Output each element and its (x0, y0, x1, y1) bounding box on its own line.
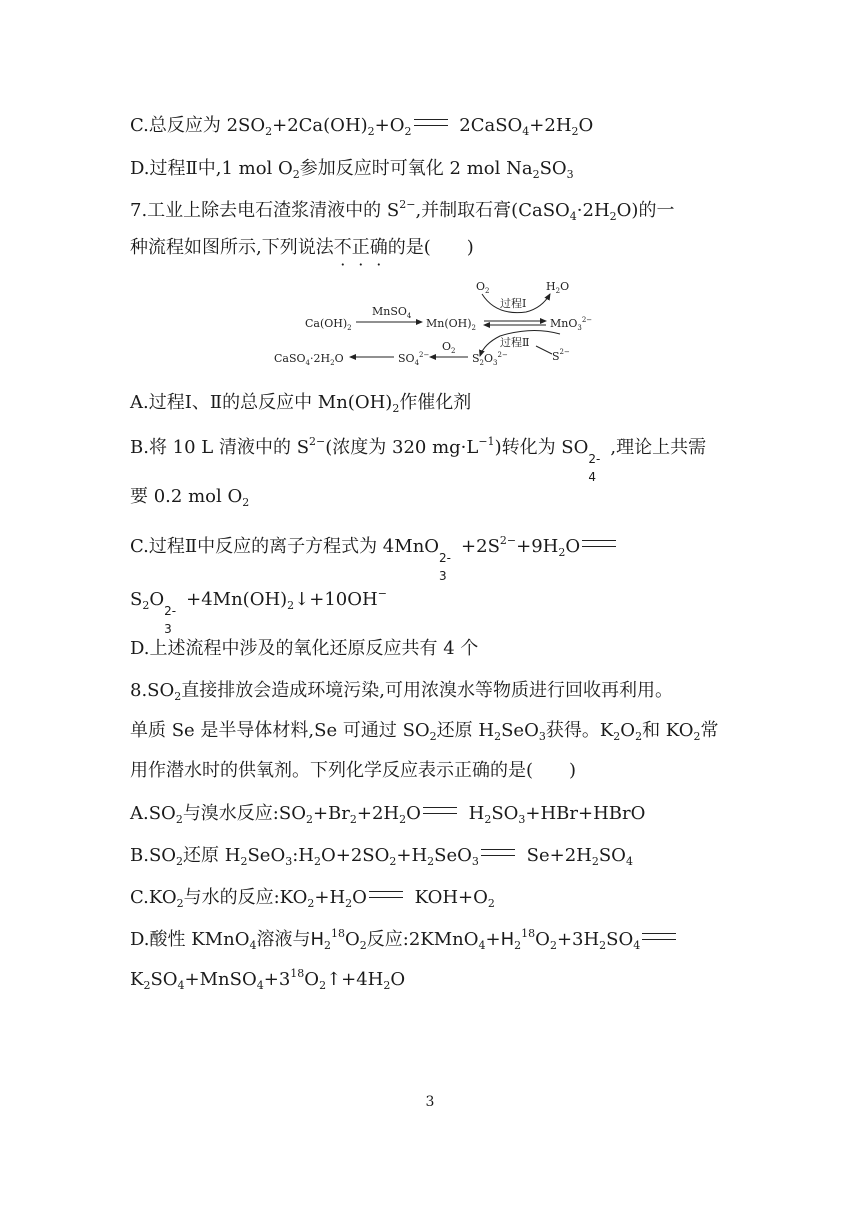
equals-sign (414, 119, 448, 126)
node-s2o3: $S_2O_3^{2-}$ (472, 351, 508, 367)
q7-option-b-line2: 要 0.2 mol $O_2$ (130, 486, 250, 509)
node-mno3: MnO$_3^{2-}$ (550, 316, 593, 332)
equals-sign (369, 891, 403, 898)
q8-stem-line3: 用作潜水时的供氧剂。下列化学反应表示正确的是( ) (130, 760, 577, 781)
node-so4: $SO_4^{2-}$ (398, 351, 430, 367)
label-o2-bottom: $O_2$ (442, 340, 456, 355)
q6-option-d: D.过程Ⅱ中,1 mol $O_2$参加反应时可氧化 2 mol $Na_2SO_3$ (130, 158, 574, 181)
equals-sign (642, 933, 676, 940)
q8-option-a: $A.SO_2$与溴水反应$:SO_2+Br_2+2H_2O$ $H_2SO_3+HBr+HBrO$ (130, 803, 646, 826)
q8-stem-line2: 单质 Se 是半导体材料,Se 可通过 $SO_2$还原 $H_2SeO_3$获得。$K_2O_2$和 $KO_2$常 (130, 720, 719, 743)
node-mnoh2: $Mn(OH)_2$ (426, 317, 477, 332)
equals-sign (481, 849, 515, 856)
q7-option-c-line2: $S_2O$ 2- 3 $+4Mn(OH)_2↓+10OH^-$ (130, 587, 387, 636)
q8-option-c: $C.KO_2$与水的反应$:KO_2+H_2O$ $KOH+O_2$ (130, 887, 495, 910)
q6-option-c: C.总反应为 $2SO_2+2Ca(OH)_2+O_2$ $2CaSO_4+2H_2O$ (130, 115, 594, 138)
equals-sign (582, 540, 616, 547)
node-s2: $S^{2-}$ (552, 348, 570, 363)
process-flow-diagram (270, 276, 600, 378)
label-process1: 过程Ⅰ (500, 297, 527, 310)
q7-stem-line2: 种流程如图所示,下列说法不正确的是( ) (130, 237, 474, 258)
equals-sign (423, 807, 457, 814)
q8-stem-line1: $8.SO_2$直接排放会造成环境污染,可用浓溴水等物质进行回收再利用。 (130, 680, 673, 703)
label-process2: 过程Ⅱ (500, 336, 530, 349)
node-caso4: $CaSO_4\cdot 2H_2O$ (274, 352, 344, 367)
q7-option-d: D.上述流程中涉及的氧化还原反应共有 4 个 (130, 638, 479, 659)
q7-option-a: A.过程Ⅰ、Ⅱ的总反应中 $Mn(OH)_2$作催化剂 (130, 392, 472, 415)
label-mnso4: MnSO$_4$ (372, 305, 412, 320)
q8-option-d-line2: $K_2SO_4+MnSO_4+3^{18}O_2↑+4H_2O$ (130, 967, 406, 992)
arrow-s2-in (536, 346, 552, 354)
label-h2o: $H_2O$ (546, 280, 570, 295)
page-number: 3 (425, 1094, 435, 1110)
q8-option-d-line1: D.酸性 KMnO$_4$溶液与$H_2^{18}O_2$反应$:2KMnO_4+H_2^{18}O_2+3H_2SO_4$ (130, 928, 682, 952)
q8-option-b: $B.SO_2$还原 $H_2SeO_3:H_2O+2SO_2+H_2SeO_3$ $Se+2H_2SO_4$ (130, 845, 633, 868)
q7-option-c-line1: C.过程Ⅱ中反应的离子方程式为 4MnO 2- 3 $+2S^{2-}+9H_2O$ (130, 535, 622, 559)
label-o2-top: $O_2$ (476, 280, 490, 295)
q7-stem-line1: 7.工业上除去电石渣浆清液中的 $S^{2-}$,并制取石膏$(CaSO_4\cdot 2H_2O)$的一 (130, 198, 675, 223)
node-caoh2: $Ca(OH)_2$ (305, 317, 352, 332)
q7-option-b-line1: B.将 10 L 清液中的 $S^{2-}$(浓度为 320 $mg\cdot L^{-1}$)转化为 SO 2- 4 ,理论上共需 (130, 435, 707, 484)
